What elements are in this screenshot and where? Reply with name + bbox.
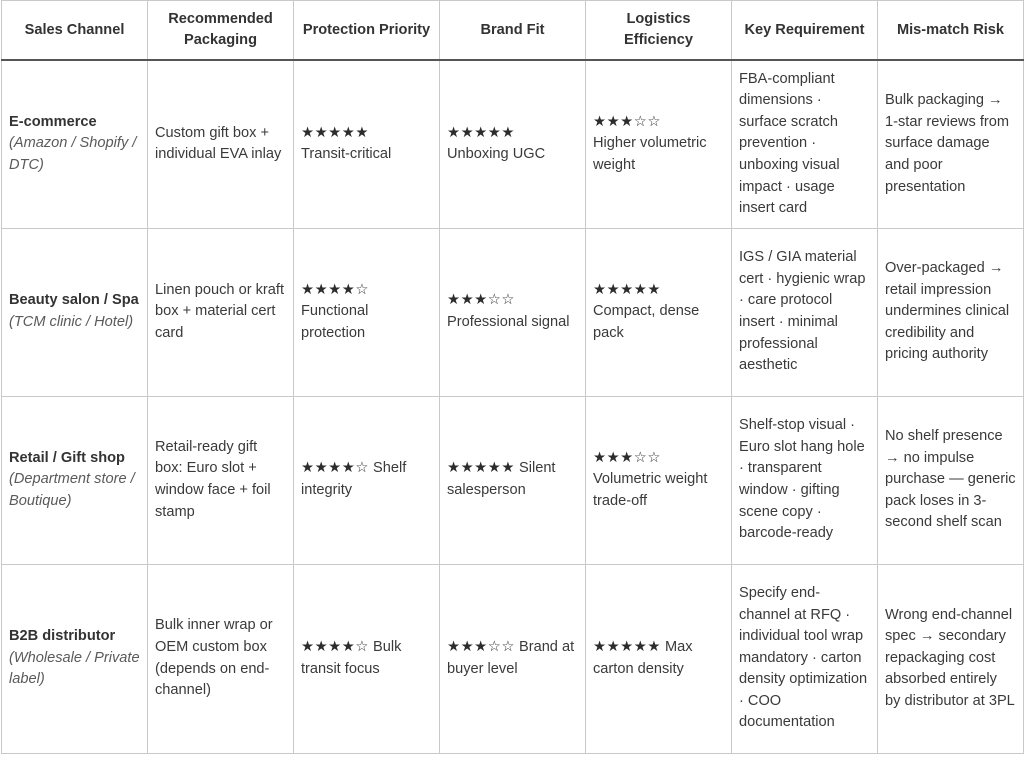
header-brand-fit: Brand Fit <box>440 1 586 61</box>
channel-packaging-table <box>1 0 1024 754</box>
mismatch-risk-cell: No shelf presence → no impulse purchase — generic pack loses in 3-second shelf scan <box>878 396 1024 564</box>
protection-rating-stars: ★★★★☆ <box>301 460 369 477</box>
logistics-rating-stars: ★★★★★ <box>593 281 661 298</box>
logistics-cell <box>586 60 732 228</box>
header-recommended-packaging: Recommended Packaging <box>148 1 294 61</box>
brand-fit-cell <box>440 228 586 396</box>
key-requirement-cell: Specify end-channel at RFQ · individual tool wrap mandatory · carton density optimization · COO documentation <box>732 564 878 753</box>
brand-text: Brand at buyer level <box>447 638 575 677</box>
table-row <box>2 564 1024 753</box>
packaging-cell: Linen pouch or kraft box + material cert card <box>148 228 294 396</box>
key-requirement-cell: FBA-compliant dimensions · surface scratch prevention · unboxing visual impact · usage insert card <box>732 60 878 228</box>
logistics-rating-stars: ★★★★★ <box>593 638 661 655</box>
channel-name: E-commerce <box>9 113 97 130</box>
logistics-text: Higher volumetric weight <box>593 135 707 174</box>
protection-cell <box>294 60 440 228</box>
channel-name: B2B distributor <box>9 628 116 645</box>
protection-rating-stars: ★★★★★ <box>301 124 369 141</box>
packaging-cell: Bulk inner wrap or OEM custom box (depends on end-channel) <box>148 564 294 753</box>
brand-rating-stars: ★★★★★ <box>447 124 515 141</box>
protection-rating-stars: ★★★★☆ <box>301 638 369 655</box>
brand-fit-cell <box>440 564 586 753</box>
sales-channel-cell <box>2 396 148 564</box>
packaging-cell: Custom gift box + individual EVA inlay <box>148 60 294 228</box>
table-row <box>2 228 1024 396</box>
sales-channel-cell <box>2 60 148 228</box>
channel-subtitle: (Wholesale / Private label) <box>9 649 140 688</box>
protection-cell <box>294 396 440 564</box>
protection-text: Bulk transit focus <box>301 638 402 677</box>
logistics-text: Compact, dense pack <box>593 303 700 341</box>
sales-channel-cell <box>2 564 148 753</box>
header-logistics-efficiency: Logistics Efficiency <box>586 1 732 61</box>
header-row <box>2 1 1024 61</box>
key-requirement-cell: Shelf-stop visual · Euro slot hang hole · transparent window · gifting scene copy · barcode-ready <box>732 396 878 564</box>
brand-rating-stars: ★★★★★ <box>447 460 515 477</box>
mismatch-risk-cell: Bulk packaging → 1-star reviews from surface damage and poor presentation <box>878 60 1024 228</box>
table-row <box>2 60 1024 228</box>
protection-text: Functional protection <box>301 303 369 341</box>
packaging-cell: Retail-ready gift box: Euro slot + window face + foil stamp <box>148 396 294 564</box>
header-protection-priority: Protection Priority <box>294 1 440 61</box>
logistics-cell <box>586 564 732 753</box>
table-row <box>2 396 1024 564</box>
channel-name: Retail / Gift shop <box>9 449 125 466</box>
channel-name: Beauty salon / Spa <box>9 292 139 309</box>
logistics-cell <box>586 228 732 396</box>
mismatch-risk-cell: Wrong end-channel spec → secondary repackaging cost absorbed entirely by distributor at 3PL <box>878 564 1024 753</box>
brand-text: Professional signal <box>447 314 570 330</box>
brand-rating-stars: ★★★☆☆ <box>447 638 515 655</box>
protection-text: Shelf integrity <box>301 460 407 498</box>
key-requirement-cell: IGS / GIA material cert · hygienic wrap · care protocol insert · minimal professional aesthetic <box>732 228 878 396</box>
brand-rating-stars: ★★★☆☆ <box>447 292 515 309</box>
brand-fit-cell <box>440 60 586 228</box>
mismatch-risk-cell: Over-packaged → retail impression undermines clinical credibility and pricing authority <box>878 228 1024 396</box>
channel-subtitle: (TCM clinic / Hotel) <box>9 314 134 330</box>
protection-text: Transit-critical <box>301 146 392 163</box>
header-mismatch-risk: Mis-match Risk <box>878 1 1024 61</box>
protection-cell <box>294 564 440 753</box>
brand-text: Silent salesperson <box>447 460 556 498</box>
logistics-cell <box>586 396 732 564</box>
logistics-text: Max carton density <box>593 638 693 677</box>
brand-text: Unboxing UGC <box>447 146 546 163</box>
brand-fit-cell <box>440 396 586 564</box>
protection-cell <box>294 228 440 396</box>
channel-subtitle: (Amazon / Shopify / DTC) <box>9 135 137 174</box>
channel-subtitle: (Department store / Boutique) <box>9 471 135 509</box>
sales-channel-cell <box>2 228 148 396</box>
logistics-rating-stars: ★★★☆☆ <box>593 113 661 130</box>
protection-rating-stars: ★★★★☆ <box>301 281 369 298</box>
header-key-requirement: Key Requirement <box>732 1 878 61</box>
logistics-rating-stars: ★★★☆☆ <box>593 449 661 466</box>
logistics-text: Volumetric weight trade-off <box>593 471 708 509</box>
header-sales-channel: Sales Channel <box>2 1 148 61</box>
